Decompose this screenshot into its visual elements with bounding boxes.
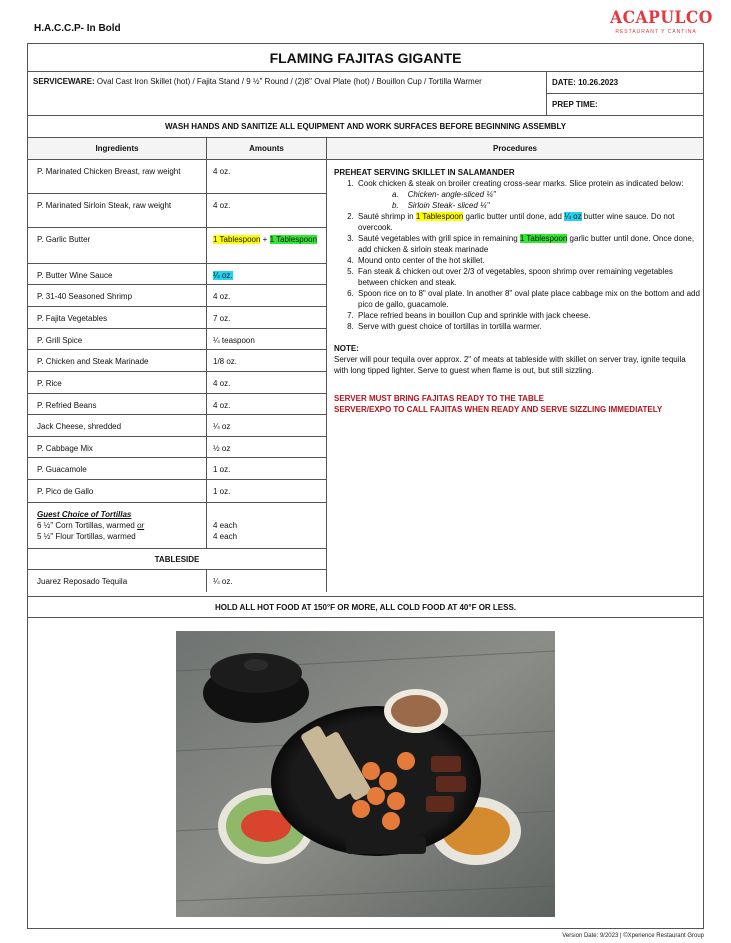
table-row — [28, 415, 327, 437]
ingredient-name: P. Rice — [28, 372, 207, 393]
or-label: or — [137, 521, 145, 530]
table-row — [28, 307, 327, 329]
amount-highlight-cyan: ¼ oz. — [213, 271, 233, 280]
list-item: 1. Cook chicken & steak on broiler creating cross-sear marks. Slice protein as indicated below: a. Chicken- angle-sliced ¼" b. Sirloin Steak- sliced ¼" — [356, 178, 700, 211]
procedures-section — [334, 167, 700, 415]
ingredient-amount — [207, 264, 327, 284]
ingredient-name: P. Chicken and Steak Marinade — [28, 350, 207, 371]
meta-box — [547, 72, 703, 116]
note-heading: NOTE: — [334, 344, 359, 353]
date-field: DATE: 10.26.2023 — [547, 72, 703, 94]
ingredient-name: Jack Cheese, shredded — [28, 415, 207, 436]
ingredient-name: P. Marinated Sirloin Steak, raw weight — [28, 194, 207, 227]
list-item: 6. Spoon rice on to 8" oval plate. In another 8" oval plate place cabbage mix on the bottom and add pico de gallo, guacamole. — [356, 288, 700, 310]
tortilla-amount: 4 each — [213, 521, 238, 530]
ingredient-name: P. Guacamole — [28, 458, 207, 479]
list-item: b. Sirloin Steak- sliced ¼" — [392, 201, 490, 210]
list-item: 2. Sauté shrimp in 1 Tablespoon garlic butter until done, add ¼ oz butter wine sauce. Do not overcook. — [356, 211, 700, 233]
amount-highlight-yellow: 1 Tablespoon — [213, 235, 261, 244]
ingredient-amount: 1 oz. — [207, 458, 327, 479]
tortilla-amount: 4 each — [213, 532, 238, 541]
ingredient-name: P. Fajita Vegetables — [28, 307, 207, 328]
version-footer: Version Date: 9/2023 | ©Xperience Restaurant Group — [562, 933, 704, 939]
table-row — [28, 570, 327, 592]
highlight-green: 1 Tablespoon — [519, 234, 568, 243]
serviceware-text: Oval Cast Iron Skillet (hot) / Fajita Stand / 9 ½" Round / (2)8" Oval Plate (hot) / Bouillon Cup / Tortilla Warmer — [94, 77, 482, 86]
procedures-header: Procedures — [327, 138, 703, 159]
note-text: Server will pour tequila over approx. 2" of meats at tableside with skillet on server tray, ignite tequila with long tipped lighter. Serve to guest when flame is out, but still sizzling. — [334, 355, 686, 375]
haccp-legend: H.A.C.C.P- In Bold — [34, 23, 121, 34]
ingredient-name: P. 31-40 Seasoned Shrimp — [28, 285, 207, 306]
tortilla-heading: Guest Choice of Tortillas — [37, 510, 132, 519]
ingredient-name: P. Refried Beans — [28, 394, 207, 414]
highlight-yellow: 1 Tablespoon — [415, 212, 464, 221]
ingredient-amount: 4 oz. — [207, 160, 327, 193]
ingredient-amount: 1/8 oz. — [207, 350, 327, 371]
recipe-title: FLAMING FAJITAS GIGANTE — [28, 44, 703, 72]
highlight-cyan: ¼ oz — [564, 212, 582, 221]
ingredient-amount: 1 oz. — [207, 480, 327, 502]
ingredient-name: P. Garlic Butter — [28, 228, 207, 263]
logo-name: ACAPULCO — [610, 8, 713, 28]
ingredient-amount: 4 oz. — [207, 194, 327, 227]
ingredient-amount: 4 oz. — [207, 372, 327, 393]
ingredient-amount: ½ oz — [207, 437, 327, 457]
table-row — [28, 228, 327, 264]
preheat-instruction: PREHEAT SERVING SKILLET IN SALAMANDER — [334, 168, 515, 177]
amount-separator: + — [260, 235, 270, 244]
serviceware — [28, 72, 547, 116]
table-row — [28, 372, 327, 394]
ingredient-name: P. Grill Spice — [28, 329, 207, 349]
ingredient-name: P. Butter Wine Sauce — [28, 264, 207, 284]
ingredient-amount: ¼ oz. — [207, 570, 327, 592]
list-item: 7. Place refried beans in bouillon Cup and sprinkle with jack cheese. — [356, 310, 700, 321]
prep-time-field: PREP TIME: — [552, 100, 598, 109]
amounts-header: Amounts — [207, 138, 327, 159]
list-item: 8. Serve with guest choice of tortillas in tortilla warmer. — [356, 321, 700, 332]
tortilla-option-flour: 5 ½" Flour Tortillas, warmed — [37, 532, 136, 541]
ingredient-name: Juarez Reposado Tequila — [28, 570, 207, 592]
list-item: 4. Mound onto center of the hot skillet. — [356, 255, 700, 266]
ingredient-name: P. Cabbage Mix — [28, 437, 207, 457]
ingredient-amount: 4 oz. — [207, 394, 327, 414]
brand-logo — [606, 8, 713, 35]
hold-temperature-note: HOLD ALL HOT FOOD AT 150°F OR MORE, ALL COLD FOOD AT 40°F OR LESS. — [28, 596, 703, 618]
warning-text: SERVER MUST BRING FAJITAS READY TO THE TABLE SERVER/EXPO TO CALL FAJITAS WHEN READY AND SERVE SIZZLING IMMEDIATELY — [334, 394, 663, 414]
recipe-card — [27, 43, 704, 929]
ingredient-name: P. Pico de Gallo — [28, 480, 207, 502]
ingredients-header: Ingredients — [28, 138, 207, 159]
table-row — [28, 394, 327, 415]
tortilla-row — [28, 503, 327, 549]
table-row — [28, 160, 327, 194]
amount-highlight-green: 1 Tablespoon — [269, 235, 318, 244]
ingredient-amount: 7 oz. — [207, 307, 327, 328]
list-item: 3. Sauté vegetables with grill spice in remaining 1 Tablespoon garlic butter until done. Once done, add chicken & sirloin steak marinade — [356, 233, 700, 255]
ingredient-amount: ¼ teaspoon — [207, 329, 327, 349]
wash-instruction: WASH HANDS AND SANITIZE ALL EQUIPMENT AND WORK SURFACES BEFORE BEGINNING ASSEMBLY — [28, 116, 703, 138]
column-headers — [28, 138, 703, 160]
table-row — [28, 329, 327, 350]
ingredient-amount: 4 oz. — [207, 285, 327, 306]
table-row — [28, 437, 327, 458]
table-row — [28, 350, 327, 372]
table-row — [28, 285, 327, 307]
table-row — [28, 194, 327, 228]
serviceware-row — [28, 72, 703, 116]
list-item: a. Chicken- angle-sliced ¼" — [392, 190, 496, 199]
tortilla-option-corn: 6 ½" Corn Tortillas, warmed or — [37, 521, 145, 530]
serviceware-label: SERVICEWARE: — [33, 77, 95, 86]
ingredient-amount: ¼ oz — [207, 415, 327, 436]
logo-tagline: RESTAURANT Y CANTINA — [615, 29, 697, 35]
tortilla-amounts — [207, 503, 327, 548]
table-row — [28, 480, 327, 503]
procedure-steps — [334, 178, 700, 332]
tortilla-choices — [28, 503, 207, 548]
table-row — [28, 458, 327, 480]
ingredient-name: P. Marinated Chicken Breast, raw weight — [28, 160, 207, 193]
slice-substeps — [358, 189, 700, 211]
table-row — [28, 264, 327, 285]
list-item: 5. Fan steak & chicken out over 2/3 of vegetables, spoon shrimp over remaining vegetables between chicken and steak. — [356, 266, 700, 288]
tableside-header: TABLESIDE — [28, 549, 327, 570]
fajitas-photo — [176, 631, 555, 917]
ingredient-amount — [207, 228, 327, 263]
